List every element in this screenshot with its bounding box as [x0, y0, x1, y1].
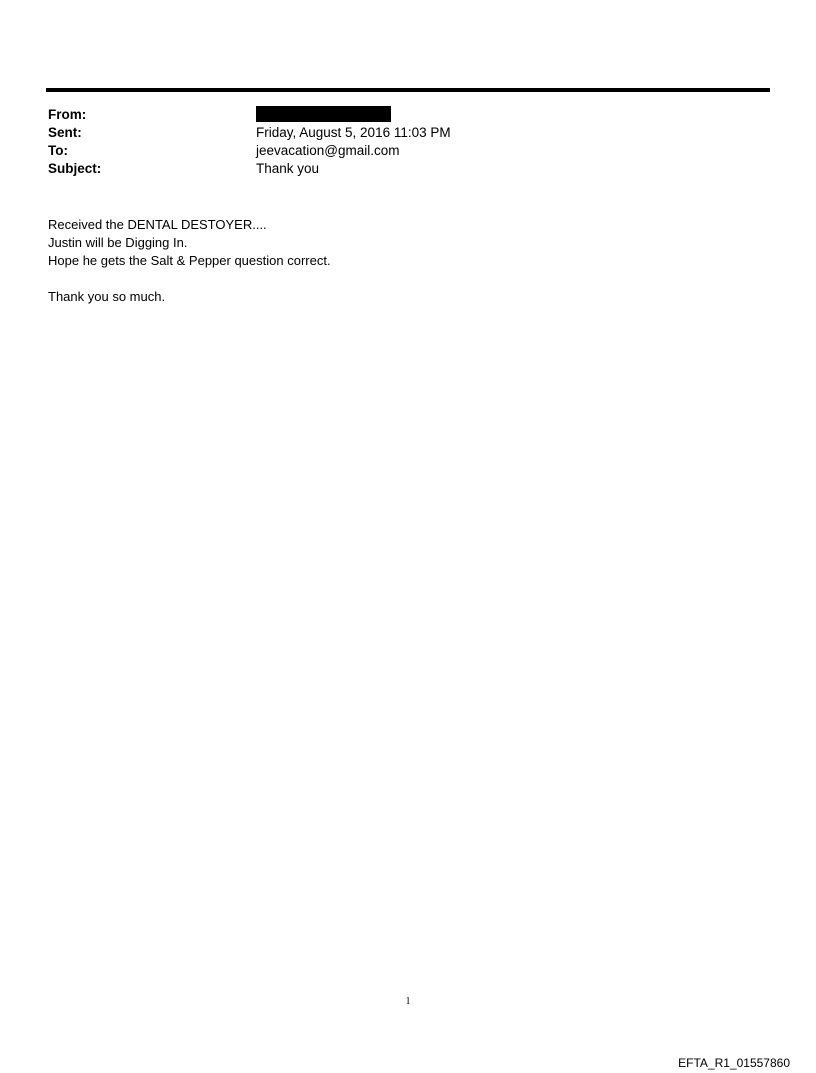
body-line-1: Received the DENTAL DESTOYER.... [48, 217, 267, 232]
paragraph-gap [48, 270, 748, 288]
from-label: From: [48, 107, 87, 122]
to-label: To: [48, 143, 68, 158]
page-number: 1 [405, 996, 411, 1007]
sent-row [48, 124, 648, 142]
subject-value: Thank you [256, 161, 320, 176]
body-line-3: Hope he gets the Salt & Pepper question correct. [48, 253, 331, 268]
email-header [48, 106, 648, 178]
from-row [48, 106, 648, 124]
sent-label: Sent: [48, 125, 82, 140]
subject-label: Subject: [48, 161, 102, 176]
email-body [48, 216, 748, 306]
bates-number: EFTA_R1_01557860 [678, 1056, 790, 1070]
to-row [48, 142, 648, 160]
sent-value: Friday, August 5, 2016 11:03 PM [256, 125, 451, 140]
header-divider [46, 88, 770, 92]
body-line-2: Justin will be Digging In. [48, 235, 188, 250]
body-line-4: Thank you so much. [48, 289, 166, 304]
from-redaction-box [256, 106, 391, 122]
to-value: jeevacation@gmail.com [256, 143, 400, 158]
subject-row [48, 160, 648, 178]
